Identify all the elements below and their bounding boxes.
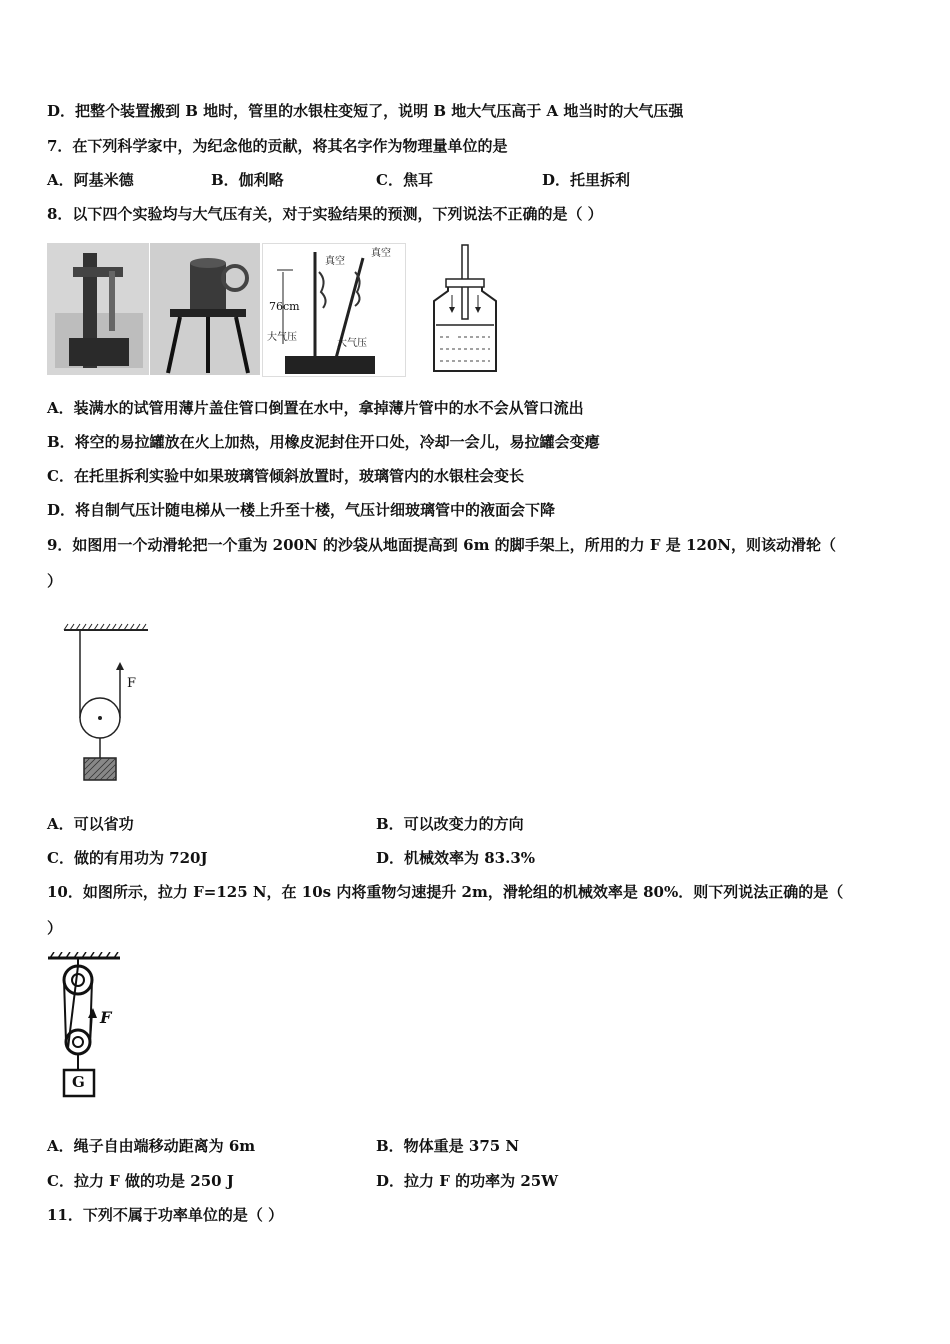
q10-stem-line-1: 10．如图所示，拉力 F=125 N，在 10s 内将重物匀速提升 2m，滑轮组的机械效率是 80%．则下列说法正确的是（: [47, 883, 844, 901]
q8-option-a: A．装满水的试管用薄片盖住管口倒置在水中，拿掉薄片管中的水不会从管口流出: [47, 399, 584, 417]
q9-figure-movable-pulley: [60, 622, 160, 784]
q9-option-c: C．做的有用功为 720J: [47, 849, 208, 867]
q8-figure-torricelli: [262, 243, 406, 377]
q10-option-a: A．绳子自由端移动距离为 6m: [47, 1137, 256, 1155]
q8-label-vacuum-1: 真空: [325, 256, 345, 267]
q8-option-b: B．将空的易拉罐放在火上加热，用橡皮泥封住开口处，冷却一会儿，易拉罐会变瘪: [47, 433, 600, 451]
q8-label-vacuum-2: 真空: [371, 248, 391, 259]
q9-option-a: A．可以省功: [47, 815, 134, 833]
q8-stem: 8．以下四个实验均与大气压有关，对于实验结果的预测，下列说法不正确的是（ ）: [47, 205, 603, 223]
q8-label-76cm: 76cm: [269, 300, 300, 313]
q8-figure-can-stand: [150, 243, 260, 375]
q7-option-d: D．托里拆利: [542, 171, 631, 189]
q7-stem: 7．在下列科学家中，为纪念他的贡献，将其名字作为物理量单位的是: [47, 137, 508, 155]
q7-option-b: B．伽利略: [211, 171, 284, 189]
q8-label-atm-2: 大气压: [337, 338, 367, 349]
q9-force-label: F: [127, 676, 137, 691]
q11-stem: 11．下列不属于功率单位的是（ ）: [47, 1206, 284, 1224]
q8-label-atm-1: 大气压: [267, 332, 297, 343]
q7-option-c: C．焦耳: [376, 171, 433, 189]
q8-option-d: D．将自制气压计随电梯从一楼上升至十楼，气压计细玻璃管中的液面会下降: [47, 501, 556, 519]
q7-option-a: A．阿基米德: [47, 171, 134, 189]
q8-figure-barometer: [420, 243, 510, 375]
q9-stem-line-2: ）: [47, 572, 63, 590]
q10-option-b: B．物体重是 375 N: [376, 1137, 520, 1155]
q8-option-c: C．在托里拆利实验中如果玻璃管倾斜放置时，玻璃管内的水银柱会变长: [47, 467, 524, 485]
q10-option-c: C．拉力 F 做的功是 250 J: [47, 1172, 234, 1190]
q10-figure-pulley-system: [44, 952, 128, 1100]
q9-option-b: B．可以改变力的方向: [376, 815, 524, 833]
q9-stem-line-1: 9．如图用一个动滑轮把一个重为 200N 的沙袋从地面提高到 6m 的脚手架上，所用的力 F 是 120N，则该动滑轮（: [47, 536, 836, 554]
q10-stem-line-2: ）: [47, 919, 63, 937]
q10-force-label: F: [100, 1008, 112, 1027]
q10-weight-label: G: [72, 1073, 85, 1091]
q9-option-d: D．机械效率为 83.3%: [376, 849, 536, 867]
q6-option-d: D．把整个装置搬到 B 地时，管里的水银柱变短了，说明 B 地大气压高于 A 地当时的大气压强: [47, 102, 684, 120]
q8-figure-test-tube: [47, 243, 149, 375]
q10-option-d: D．拉力 F 的功率为 25W: [376, 1172, 559, 1190]
